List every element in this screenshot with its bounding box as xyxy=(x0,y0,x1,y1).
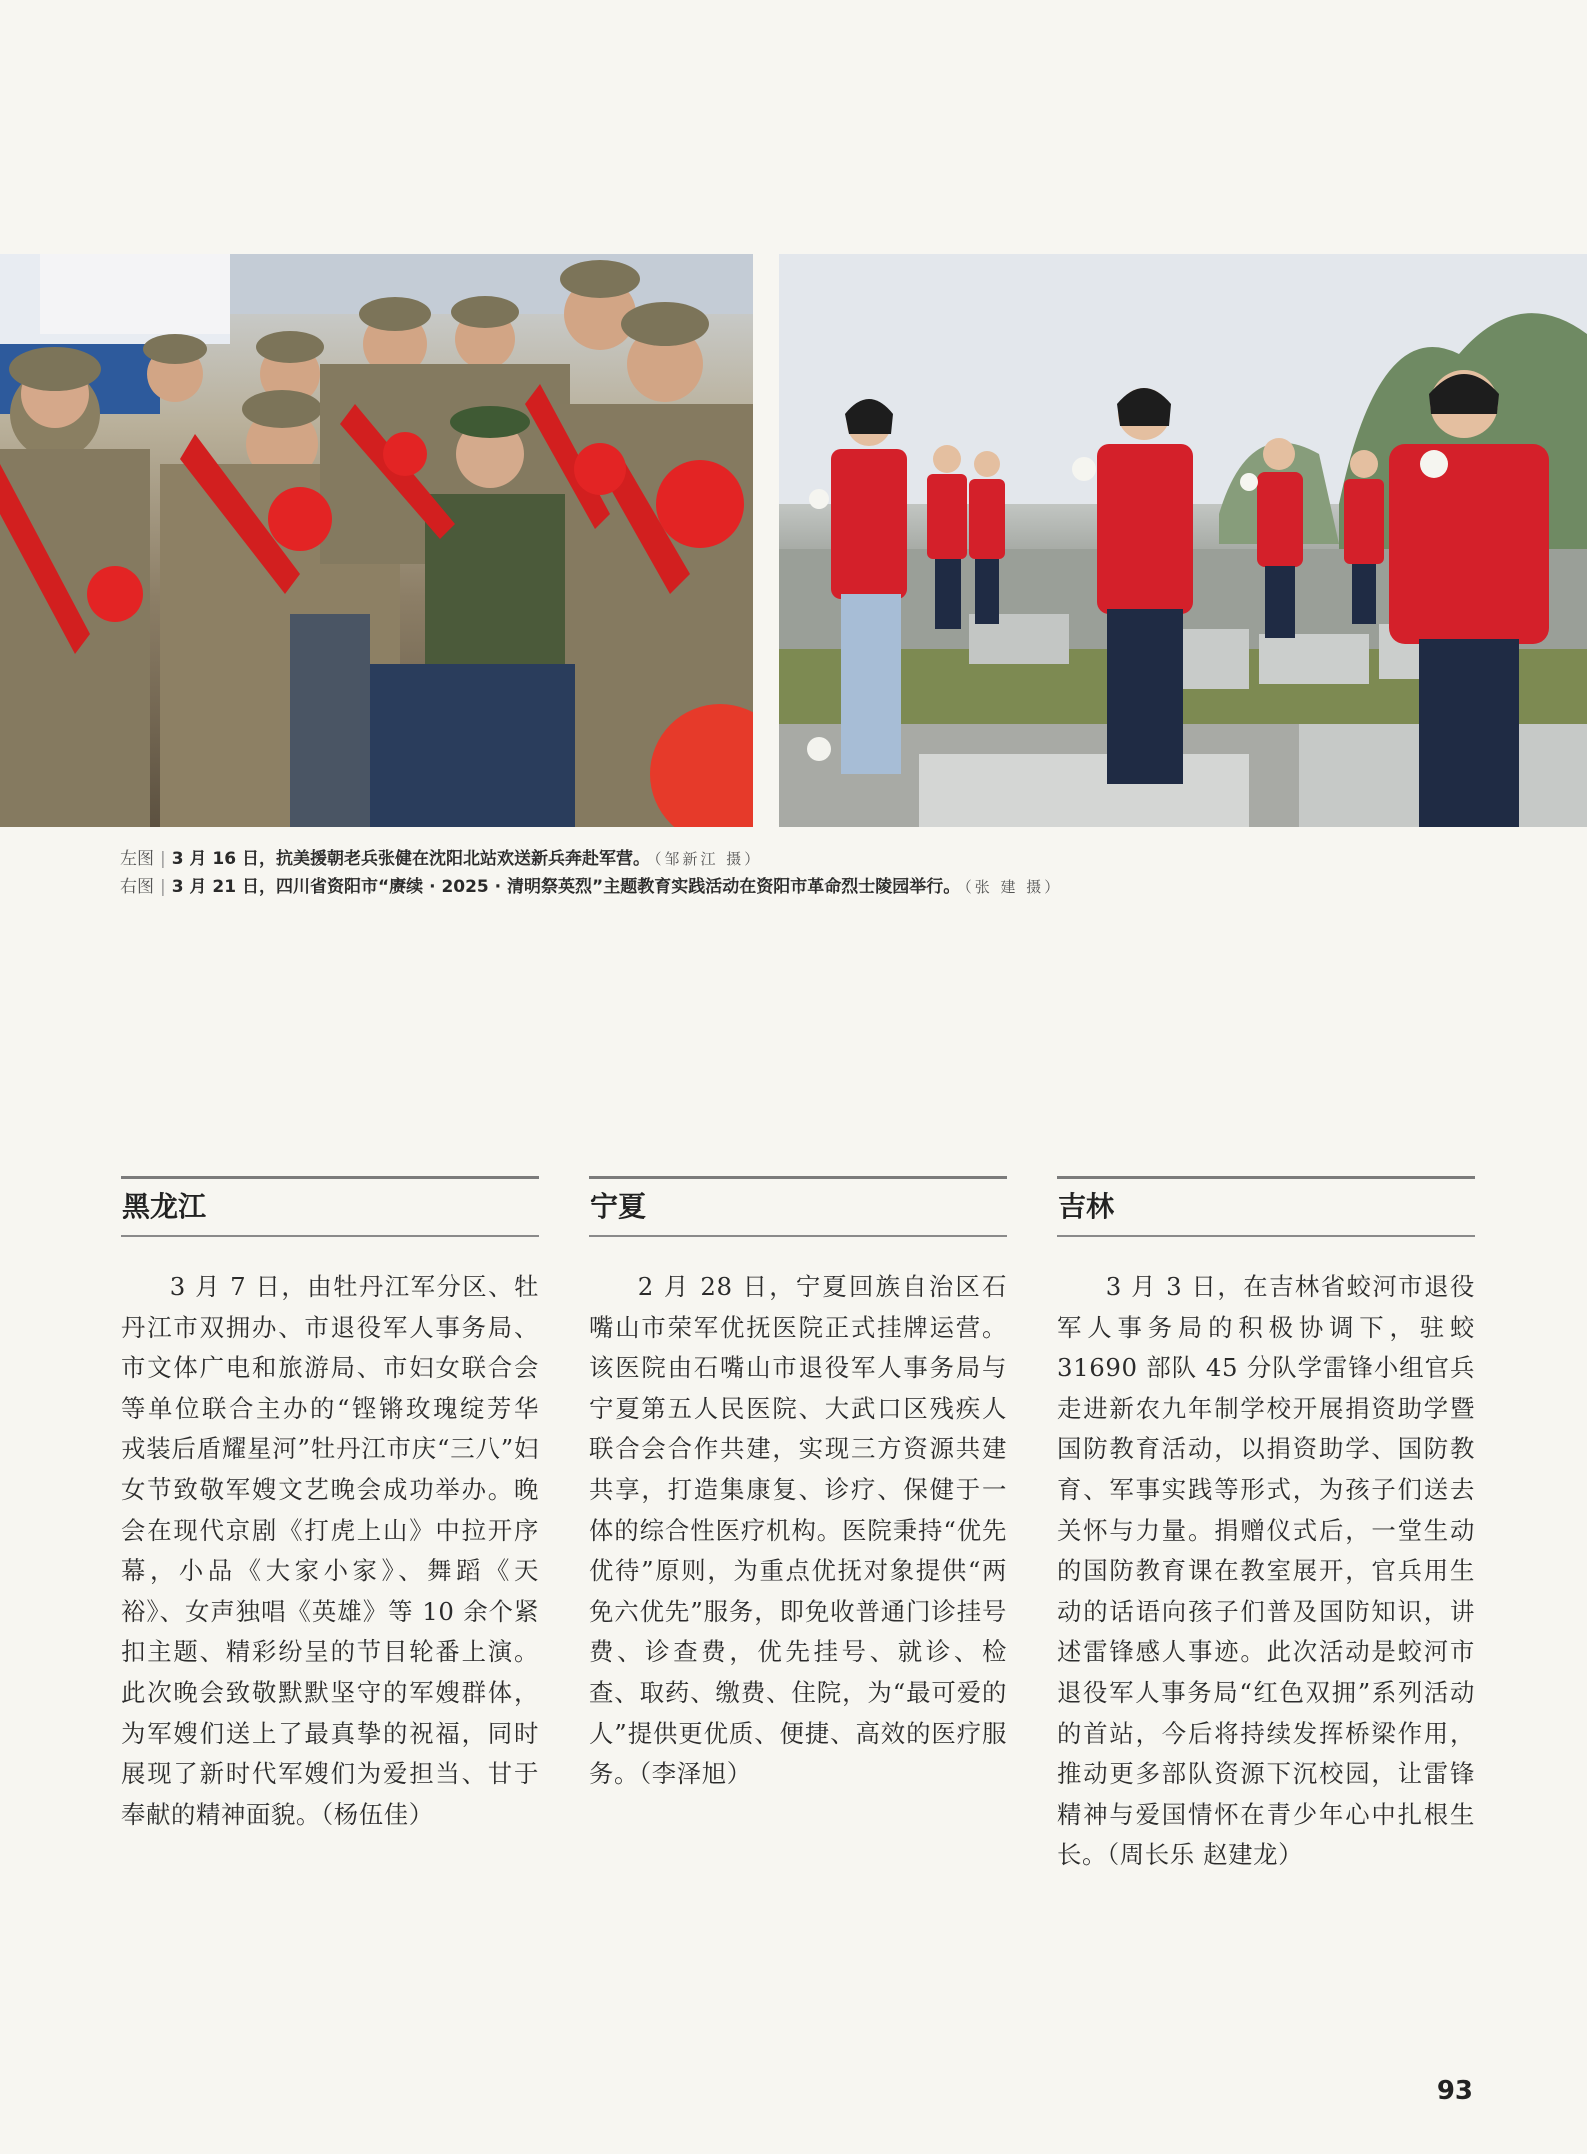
photo-martyrs-cemetery-illustration xyxy=(779,254,1587,827)
section-rule-bottom xyxy=(589,1235,1007,1237)
caption-label: 右图 xyxy=(120,877,154,897)
caption-text: 3 月 16 日，抗美援朝老兵张健在沈阳北站欢送新兵奔赴军营。 xyxy=(171,849,650,869)
region-heading: 宁夏 xyxy=(590,1190,647,1223)
region-heading: 黑龙江 xyxy=(122,1190,207,1223)
photo-veteran-farewell-illustration xyxy=(0,254,753,827)
caption-separator: | xyxy=(160,877,166,897)
region-heading: 吉林 xyxy=(1058,1190,1115,1223)
section-rule-bottom xyxy=(1057,1235,1475,1237)
article-body: 3 月 7 日，由牡丹江军分区、牡丹江市双拥办、市退役军人事务局、市文体广电和旅游局、市妇女联合会等单位联合主办的“铿锵玫瑰绽芳华 戎装后盾耀星河”牡丹江市庆“三八”妇女节致敬军嫂文艺晚会成功举办。晚会在现代京剧《打虎上山》中拉开序幕，小品《大家小家》、舞蹈《天裕》、女声独唱《英雄》等 10 余个紧扣主题、精彩纷呈的节目轮番上演。此次晚会致敬默默坚守的军嫂群体，为军嫂们送上了最真挚的祝福，同时展现了新时代军嫂们为爱担当、甘于奉献的精神面貌。（杨伍佳） xyxy=(121,1272,539,1829)
article-ningxia xyxy=(589,1176,1007,1795)
caption-right xyxy=(120,873,1480,901)
article-jilin xyxy=(1057,1176,1475,1876)
caption-credit: （邹新江 摄） xyxy=(653,850,763,868)
caption-left xyxy=(120,845,1480,873)
article-heilongjiang xyxy=(121,1176,539,1835)
photo-martyrs-cemetery xyxy=(779,254,1587,827)
section-rule-bottom xyxy=(121,1235,539,1237)
caption-separator: | xyxy=(160,849,166,869)
page-number: 93 xyxy=(1436,2076,1473,2106)
caption-credit: （张 建 摄） xyxy=(964,878,1063,896)
caption-text: 3 月 21 日，四川省资阳市“赓续 · 2025 · 清明祭英烈”主题教育实践活动在资阳市革命烈士陵园举行。 xyxy=(171,877,961,897)
article-body: 3 月 3 日，在吉林省蛟河市退役军人事务局的积极协调下，驻蛟 31690 部队 45 分队学雷锋小组官兵走进新农九年制学校开展捐资助学暨国防教育活动，以捐资助学、国防教育、军事实践等形式，为孩子们送去关怀与力量。捐赠仪式后，一堂生动的国防教育课在教室展开，官兵用生动的话语向孩子们普及国防知识，讲述雷锋感人事迹。此次活动是蛟河市退役军人事务局“红色双拥”系列活动的首站，今后将持续发挥桥梁作用，推动更多部队资源下沉校园，让雷锋精神与爱国情怀在青少年心中扎根生长。（周长乐 赵建龙） xyxy=(1057,1272,1475,1870)
photo-veteran-farewell xyxy=(0,254,753,827)
photo-captions xyxy=(120,845,1480,901)
article-body: 2 月 28 日，宁夏回族自治区石嘴山市荣军优抚医院正式挂牌运营。该医院由石嘴山市退役军人事务局与宁夏第五人民医院、大武口区残疾人联合会合作共建，实现三方资源共建共享，打造集康复、诊疗、保健于一体的综合性医疗机构。医院秉持“优先优待”原则，为重点优抚对象提供“两免六优先”服务，即免收普通门诊挂号费、诊查费，优先挂号、就诊、检查、取药、缴费、住院，为“最可爱的人”提供更优质、便捷、高效的医疗服务。（李泽旭） xyxy=(589,1272,1007,1789)
caption-label: 左图 xyxy=(120,849,154,869)
